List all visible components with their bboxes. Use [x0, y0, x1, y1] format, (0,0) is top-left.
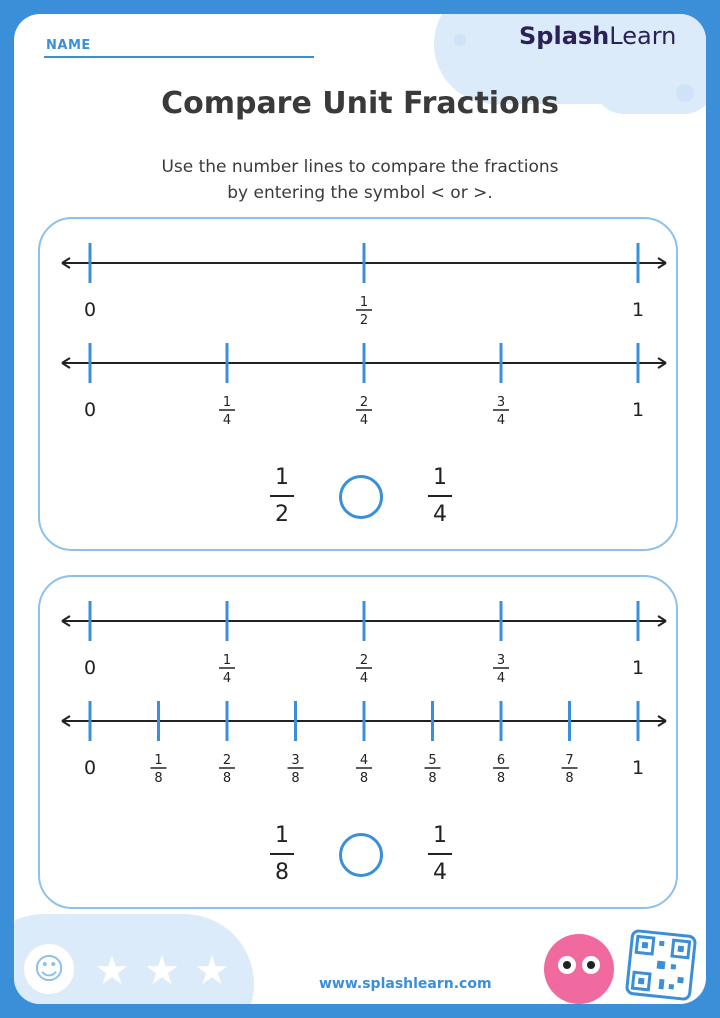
tick-label: 0 [83, 757, 97, 779]
tick-label-denominator: 8 [154, 771, 163, 786]
tick-label: 1 [631, 299, 645, 321]
tick-label-denominator: 8 [359, 771, 369, 786]
tick-label: 0 [83, 299, 97, 321]
tick-label-numerator: 1 [154, 753, 163, 768]
tick-label-denominator: 4 [222, 671, 232, 686]
tick-label-denominator: 4 [359, 413, 369, 428]
worksheet [14, 14, 706, 1004]
problem-panel-2 [38, 575, 678, 909]
fraction-denominator: 8 [275, 860, 289, 885]
tick-label-denominator: 8 [222, 771, 232, 786]
tick-label: 0 [83, 657, 97, 679]
smiley-icon: ☺ [24, 944, 74, 994]
fraction-denominator: 4 [433, 502, 447, 527]
name-input-line[interactable] [44, 56, 314, 58]
fraction-bar [428, 853, 452, 855]
tick-label-denominator: 8 [565, 771, 574, 786]
fraction-bar [428, 495, 452, 497]
tick-label-numerator: 2 [359, 653, 369, 668]
answer-circle[interactable] [339, 475, 383, 519]
problem-panel-1 [38, 217, 678, 551]
tick-label: 1 [631, 757, 645, 779]
instructions [14, 154, 706, 206]
name-label: NAME [46, 38, 91, 53]
fraction-denominator: 2 [275, 502, 289, 527]
left-fraction [270, 465, 294, 527]
tick-label-numerator: 7 [565, 753, 574, 768]
decor-dot [454, 34, 466, 46]
right-fraction [428, 823, 452, 885]
tick-label: 1 [631, 399, 645, 421]
answer-circle[interactable] [339, 833, 383, 877]
fraction-numerator: 1 [275, 823, 289, 848]
tick-label-numerator: 1 [222, 395, 232, 410]
tick-label-denominator: 8 [496, 771, 506, 786]
fraction-bar [270, 495, 294, 497]
page-title: Compare Unit Fractions [161, 86, 559, 121]
tick-label-numerator: 3 [496, 395, 506, 410]
instruction-line: Use the number lines to compare the fractions [161, 157, 559, 177]
tick-label-numerator: 2 [359, 395, 369, 410]
star-icon: ★ [94, 948, 130, 994]
tick-label: 0 [83, 399, 97, 421]
fraction-numerator: 1 [275, 465, 289, 490]
tick-label-denominator: 4 [222, 413, 232, 428]
fraction-numerator: 1 [433, 465, 447, 490]
tick-label-denominator: 4 [496, 413, 506, 428]
tick-label-denominator: 2 [359, 313, 369, 328]
tick-label-denominator: 8 [291, 771, 300, 786]
tick-label-numerator: 3 [496, 653, 506, 668]
tick-label-numerator: 1 [222, 653, 232, 668]
star-icon: ★ [144, 948, 180, 994]
tick-label-numerator: 5 [428, 753, 437, 768]
monster-mascot-icon [544, 934, 614, 1004]
tick-label: 1 [631, 657, 645, 679]
splashlearn-logo: SplashLearn [519, 22, 677, 50]
fraction-bar [270, 853, 294, 855]
qr-code-icon [625, 929, 698, 1002]
instruction-line: by entering the symbol < or >. [227, 183, 493, 203]
left-fraction [270, 823, 294, 885]
tick-label-denominator: 4 [359, 671, 369, 686]
fraction-denominator: 4 [433, 860, 447, 885]
fraction-numerator: 1 [433, 823, 447, 848]
tick-label-denominator: 8 [428, 771, 437, 786]
tick-label-numerator: 4 [359, 753, 369, 768]
tick-label-numerator: 2 [222, 753, 232, 768]
right-fraction [428, 465, 452, 527]
website-url[interactable]: www.splashlearn.com [319, 976, 492, 992]
tick-label-numerator: 3 [291, 753, 300, 768]
tick-label-numerator: 1 [359, 295, 369, 310]
star-icon: ★ [194, 948, 230, 994]
tick-label-denominator: 4 [496, 671, 506, 686]
tick-label-numerator: 6 [496, 753, 506, 768]
